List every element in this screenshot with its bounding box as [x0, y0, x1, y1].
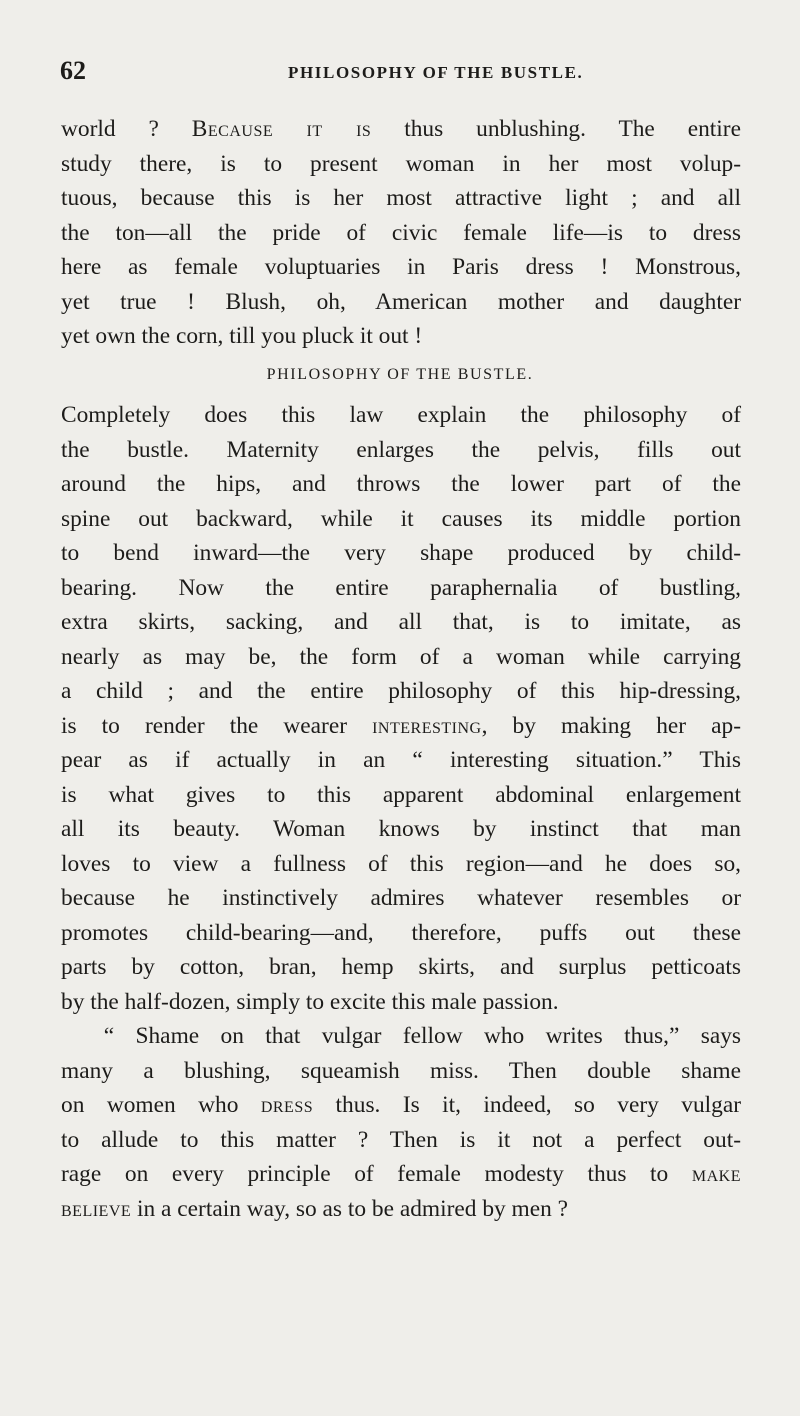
- text-line: yet true ! Blush, oh, American mother and daughter: [61, 288, 741, 315]
- small-caps-text: believe: [61, 1195, 132, 1222]
- text-line: a child ; and the entire philosophy of this hip-dressing,: [61, 678, 741, 704]
- text-line: by the half-dozen, simply to excite this male passion.: [61, 988, 559, 1015]
- text-line: spine out backward, while it causes its middle portion: [61, 505, 741, 532]
- text-line: bearing. Now the entire paraphernalia of bustling,: [61, 574, 741, 601]
- text-line: the bustle. Maternity enlarges the pelvis, fills out: [61, 436, 741, 463]
- text-line: all its beauty. Woman knows by instinct that man: [61, 816, 741, 842]
- small-caps-text: Because it is: [191, 116, 372, 142]
- page-number: 62: [60, 56, 86, 85]
- text-line: promotes child-bearing—and, therefore, puffs out these: [61, 919, 741, 946]
- page-header: [60, 56, 750, 92]
- text-line: parts by cotton, bran, hemp skirts, and surplus petticoats: [61, 954, 741, 980]
- section-heading: PHILOSOPHY OF THE BUSTLE.: [266, 366, 534, 383]
- running-head: PHILOSOPHY OF THE BUSTLE.: [288, 63, 584, 82]
- text-line: the ton—all the pride of civic female life—is to dress: [61, 219, 741, 246]
- text-line: “ Shame on that vulgar fellow who writes thus,” says: [61, 1023, 741, 1049]
- text-line: world ? Because it is thus unblushing. The entire: [61, 116, 741, 142]
- text-line: is what gives to this apparent abdominal enlargement: [61, 781, 741, 808]
- text-line: pear as if actually in an “ interesting situation.” This: [61, 747, 741, 773]
- text-line: on women who dress thus. Is it, indeed, so very vulgar: [61, 1092, 742, 1118]
- text-line: study there, is to present woman in her most volup-: [61, 150, 741, 177]
- text-line: because he instinctively admires whatever resembles or: [61, 885, 741, 911]
- text-line: around the hips, and throws the lower part of the: [61, 471, 741, 497]
- paragraph-1: [61, 112, 741, 354]
- text-line: to allude to this matter ? Then is it not a perfect out-: [61, 1126, 741, 1153]
- text-line: here as female voluptuaries in Paris dress ! Monstrous,: [61, 254, 741, 280]
- small-caps-text: make: [691, 1161, 741, 1187]
- text-line: yet own the corn, till you pluck it out !: [61, 323, 423, 349]
- text-line: to bend inward—the very shape produced by child-: [61, 540, 741, 566]
- text-line: loves to view a fullness of this region—and he does so,: [61, 850, 741, 877]
- text-line: rage on every principle of female modesty thus to make: [61, 1161, 741, 1187]
- text-line: is to render the wearer interesting, by making her ap-: [61, 712, 741, 739]
- text-line: many a blushing, squeamish miss. Then double shame: [61, 1057, 741, 1084]
- small-caps-text: dress: [260, 1092, 314, 1118]
- small-caps-text: interesting: [372, 712, 482, 739]
- text-line: Completely does this law explain the philosophy of: [61, 402, 741, 428]
- text-line: believe in a certain way, so as to be admired by men ?: [61, 1195, 569, 1222]
- text-line: tuous, because this is her most attractive light ; and all: [61, 185, 741, 211]
- text-line: nearly as may be, the form of a woman while carrying: [61, 643, 741, 670]
- text-line: extra skirts, sacking, and all that, is to imitate, as: [61, 609, 741, 635]
- paragraph-2: [61, 398, 741, 1226]
